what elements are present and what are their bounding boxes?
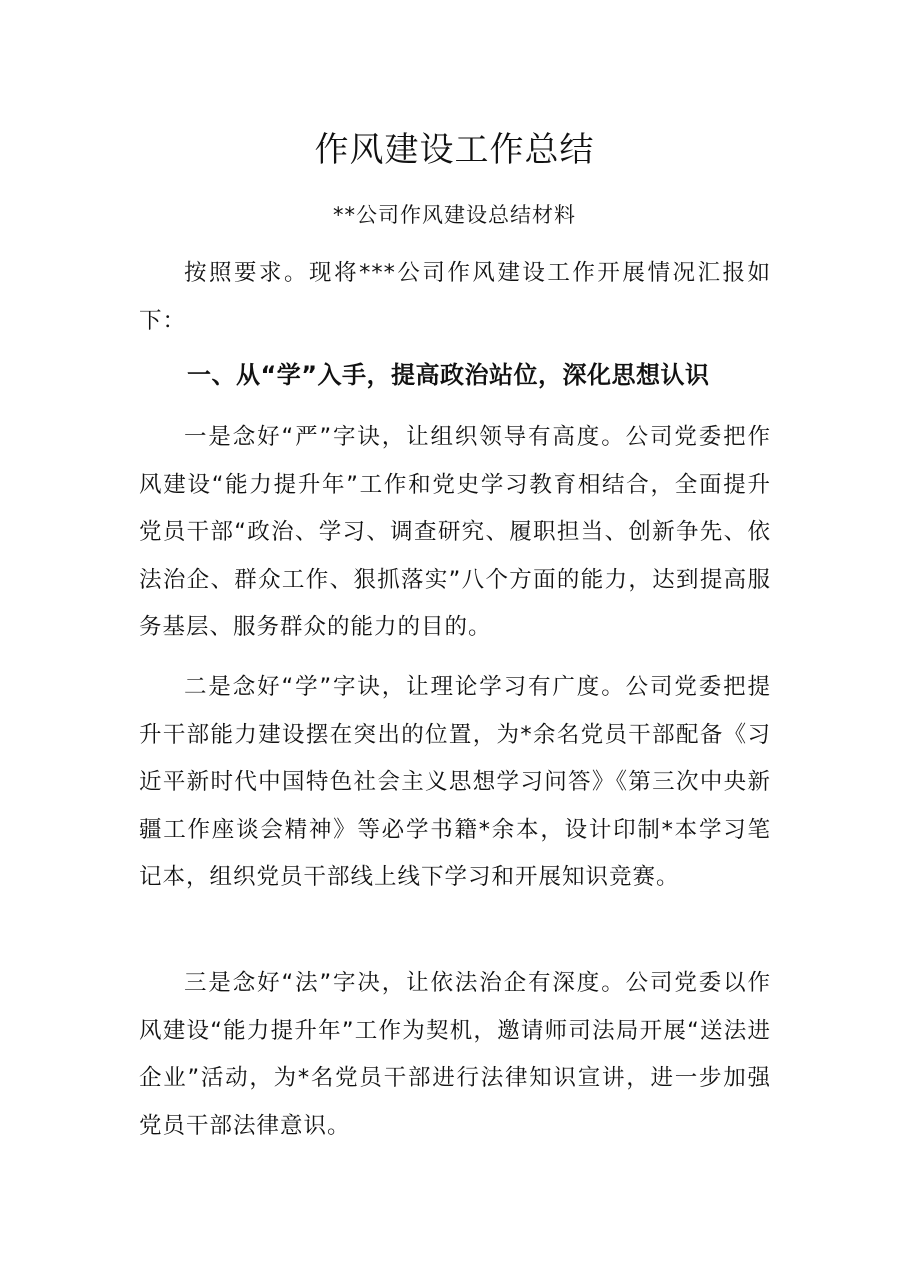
intro-paragraph: 按照要求。现将***公司作风建设工作开展情况汇报如下： bbox=[139, 260, 771, 334]
section-heading: 一、从“学”入手，提高政治站位，深化思想认识 bbox=[187, 361, 710, 389]
body-paragraph: 一是念好“严”字诀，让组织领导有高度。公司党委把作风建设“能力提升年”工作和党史学习教育相结合，全面提升党员干部“政治、学习、调查研究、履职担当、创新争先、依法治企、群众工作、狠抓落实”八个方面的能力，达到提高服务基层、服务群众的能力的目的。 bbox=[139, 424, 771, 640]
body-paragraph: 三是念好“法”字决，让依法治企有深度。公司党委以作风建设“能力提升年”工作为契机，邀请师司法局开展“送法进企业”活动，为*名党员干部进行法律知识宣讲，进一步加强党员干部法律意识。 bbox=[139, 970, 771, 1139]
document-title: 作风建设工作总结 bbox=[314, 130, 595, 170]
body-paragraph: 二是念好“学”字诀，让理论学习有广度。公司党委把提升干部能力建设摆在突出的位置，为*余名党员干部配备《习近平新时代中国特色社会主义思想学习问答》《第三次中央新疆工作座谈会精神》等必学书籍*余本，设计印制*本学习笔记本，组织党员干部线上线下学习和开展知识竞赛。 bbox=[139, 674, 771, 890]
document-subtitle: **公司作风建设总结材料 bbox=[333, 203, 576, 227]
